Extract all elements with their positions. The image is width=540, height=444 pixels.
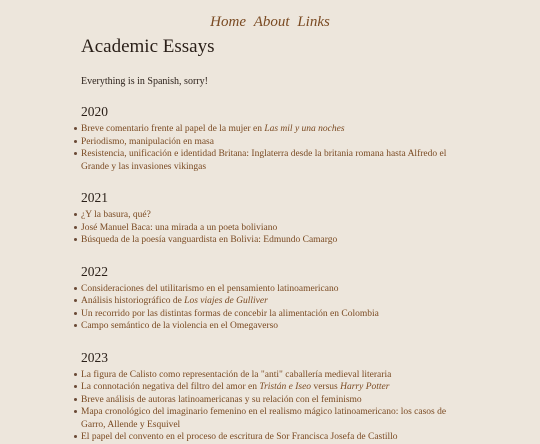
essay-link-title-italic: Harry Potter — [340, 382, 390, 392]
essay-link[interactable]: La connotación negativa del filtro del amor en Tristán e Iseo versus Harry Potter — [81, 382, 390, 392]
essay-link[interactable]: Consideraciones del utilitarismo en el pensamiento latinoamericano — [81, 283, 339, 294]
essay-link[interactable]: ¿Y la basura, qué? — [81, 210, 151, 220]
essay-list-2021 — [81, 209, 471, 247]
essay-link[interactable]: Mapa cronológico del imaginario femenino en el realismo mágico latinoamericano: los casos de Garro, Allende y Esquivel — [81, 407, 447, 430]
essay-sections — [81, 104, 471, 444]
list-item — [81, 234, 471, 247]
top-nav — [0, 14, 540, 31]
list-item — [81, 209, 471, 222]
list-item — [81, 295, 471, 308]
essay-link[interactable]: José Manuel Baca: una mirada a un poeta boliviano — [81, 222, 278, 233]
essay-link[interactable]: Resistencia, unificación e identidad Britana: Inglaterra desde la britania romana hasta Alfredo el Grande y las invasiones vikingas — [81, 149, 447, 172]
essay-link[interactable]: Campo semántico de la violencia en el Omegaverso — [81, 321, 279, 331]
list-item — [81, 394, 471, 407]
essay-list-2023 — [81, 369, 471, 444]
essay-list-2022 — [81, 283, 471, 333]
year-heading-2022: 2022 — [81, 263, 108, 279]
essay-link[interactable]: Un recorrido por las distintas formas de concebir la alimentación en Colombia — [81, 308, 379, 319]
page-title: Academic Essays — [81, 36, 215, 57]
list-item — [81, 123, 471, 136]
nav-home-link[interactable]: Home — [210, 14, 246, 30]
list-item — [81, 320, 471, 333]
list-item — [81, 406, 471, 431]
essay-list-2020 — [81, 123, 471, 173]
list-item — [81, 148, 471, 173]
list-item — [81, 222, 471, 235]
intro-text: Everything is in Spanish, sorry! — [81, 76, 208, 87]
essay-link[interactable]: Análisis historiográfico de Los viajes de Gulliver — [81, 296, 268, 306]
list-item — [81, 136, 471, 149]
essay-link[interactable]: Breve análisis de autoras latinoamericanas y su relación con el feminismo — [81, 394, 362, 405]
essay-link-title-italic: Los viajes de Gulliver — [184, 296, 268, 306]
main-content — [81, 36, 471, 444]
list-item — [81, 369, 471, 382]
year-heading-2023: 2023 — [81, 349, 108, 365]
essay-link[interactable]: Breve comentario frente al papel de la mujer en Las mil y una noches — [81, 124, 345, 134]
year-heading-2021: 2021 — [81, 190, 108, 205]
list-item — [81, 431, 471, 444]
essay-link[interactable]: Periodismo, manipulación en masa — [81, 136, 214, 147]
essay-link-title-italic: Tristán e Iseo — [259, 382, 312, 392]
list-item — [81, 308, 471, 321]
essay-link[interactable]: El papel del convento en el proceso de escritura de Sor Francisca Josefa de Castillo — [81, 432, 398, 442]
essay-link-title-italic: Las mil y una noches — [264, 124, 345, 134]
year-heading-2020: 2020 — [81, 104, 108, 119]
essay-link[interactable]: Búsqueda de la poesía vanguardista en Bolivia: Edmundo Camargo — [81, 235, 338, 245]
nav-links-link[interactable]: Links — [297, 14, 330, 30]
list-item — [81, 283, 471, 296]
nav-about-link[interactable]: About — [253, 14, 290, 30]
list-item — [81, 381, 471, 394]
essay-link[interactable]: La figura de Calisto como representación de la "anti" caballería medieval literaria — [81, 369, 392, 380]
